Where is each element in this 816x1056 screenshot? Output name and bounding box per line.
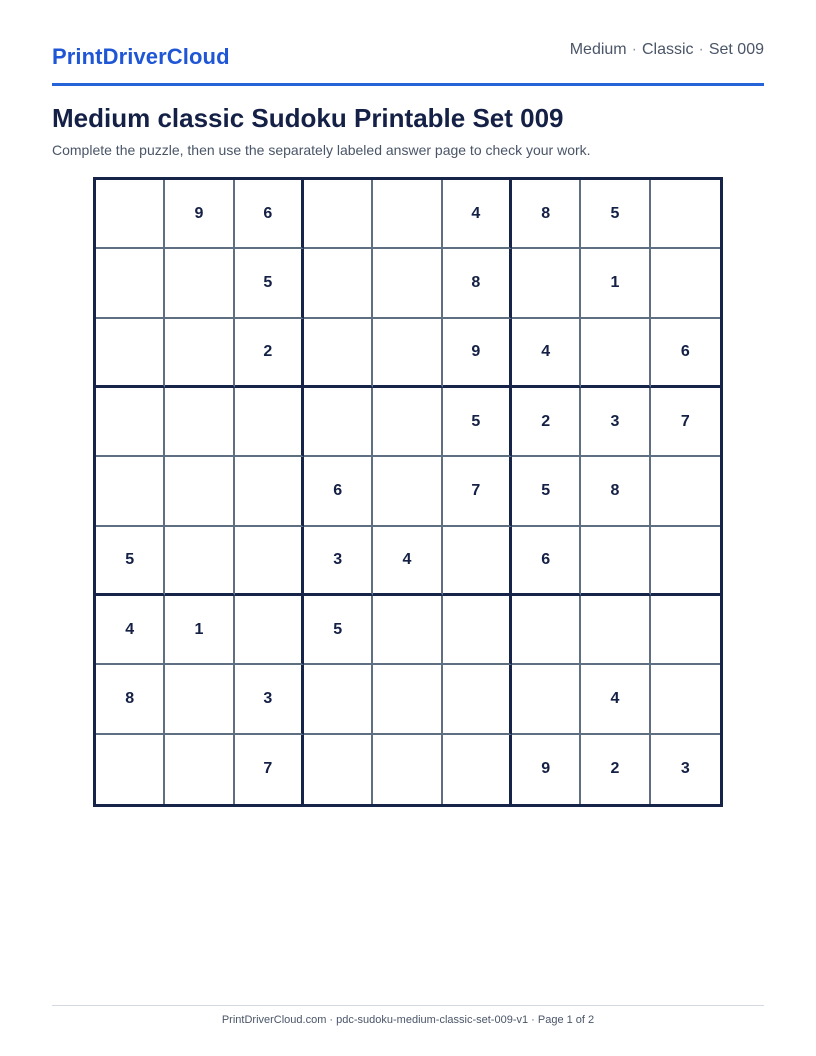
sudoku-cell — [373, 388, 442, 457]
sudoku-cell — [651, 249, 720, 318]
sudoku-cell — [304, 249, 373, 318]
sudoku-cell: 5 — [512, 457, 581, 526]
meta-separator: · — [631, 41, 637, 58]
sudoku-cell — [512, 596, 581, 665]
sudoku-cell — [235, 388, 304, 457]
sudoku-cell — [651, 665, 720, 734]
sudoku-cell: 8 — [581, 457, 650, 526]
sudoku-grid — [93, 177, 723, 807]
sudoku-cell — [581, 319, 650, 388]
sudoku-cell — [443, 665, 512, 734]
meta-style: Classic — [641, 41, 694, 58]
sudoku-cell — [373, 249, 442, 318]
sudoku-cell — [651, 457, 720, 526]
sudoku-cell — [165, 735, 234, 804]
sudoku-cell — [373, 319, 442, 388]
meta-difficulty: Medium — [569, 41, 627, 58]
sudoku-cell: 5 — [304, 596, 373, 665]
sudoku-cell: 3 — [680, 760, 690, 778]
sudoku-cell: 3 — [581, 388, 650, 457]
sudoku-cell — [96, 319, 165, 388]
sudoku-cell: 5 — [96, 527, 165, 596]
sudoku-cell: 2 — [512, 388, 581, 457]
sudoku-cell: 5 — [235, 249, 304, 318]
sudoku-cell: 1 — [581, 249, 650, 318]
sudoku-cell — [96, 249, 165, 318]
sudoku-cell — [373, 457, 442, 526]
sudoku-cell — [165, 665, 234, 734]
sudoku-cell: 4 — [443, 180, 512, 249]
sudoku-cell: 8 — [96, 665, 165, 734]
sudoku-cell — [512, 249, 581, 318]
sudoku-cell: 2 — [581, 735, 650, 804]
sudoku-cell — [235, 596, 304, 665]
sudoku-cell: 5 — [443, 388, 512, 457]
sudoku-cell — [235, 527, 304, 596]
sudoku-cell — [443, 735, 512, 804]
meta-separator: · — [698, 41, 704, 58]
sudoku-cell — [651, 527, 720, 596]
sudoku-cell: 7 — [235, 735, 304, 804]
sudoku-cell — [235, 457, 304, 526]
sudoku-cell: 9 — [165, 180, 234, 249]
sudoku-cell — [443, 527, 512, 596]
sudoku-cell: 4 — [512, 319, 581, 388]
sudoku-cell — [373, 665, 442, 734]
brand-logo-text: PrintDriverCloud — [52, 44, 230, 69]
sudoku-cell — [443, 596, 512, 665]
sudoku-cell: 2 — [235, 319, 304, 388]
sudoku-cell: 4 — [581, 665, 650, 734]
sudoku-cell — [165, 319, 234, 388]
page-subtitle: Complete the puzzle, then use the separately labeled answer page to check your work. — [52, 142, 591, 158]
sudoku-cell — [96, 735, 165, 804]
sudoku-cell — [512, 665, 581, 734]
page-title: Medium classic Sudoku Printable Set 009 — [52, 103, 564, 133]
sudoku-cell: 9 — [512, 735, 581, 804]
sudoku-cell: 6 — [235, 180, 304, 249]
sudoku-cell: 6 — [304, 457, 373, 526]
sudoku-cell: 8 — [443, 249, 512, 318]
sudoku-cell: 9 — [443, 319, 512, 388]
sudoku-cell — [96, 388, 165, 457]
sudoku-cell: 3 — [304, 527, 373, 596]
sudoku-cell — [304, 319, 373, 388]
sudoku-cell — [304, 180, 373, 249]
sudoku-cell — [96, 180, 165, 249]
sudoku-cell — [373, 180, 442, 249]
sudoku-cell: 4 — [96, 596, 165, 665]
page-header — [52, 38, 764, 86]
footer-divider — [52, 1005, 764, 1006]
sudoku-cell — [96, 457, 165, 526]
sudoku-cell — [165, 527, 234, 596]
page-footer: PrintDriverCloud.com · pdc-sudoku-medium-classic-set-009-v1 · Page 1 of 2 — [221, 1014, 595, 1026]
sudoku-cell — [304, 735, 373, 804]
sudoku-cell — [373, 735, 442, 804]
sudoku-cell: 7 — [443, 457, 512, 526]
sudoku-cell: 5 — [581, 180, 650, 249]
sudoku-cell: 3 — [235, 665, 304, 734]
sudoku-cell — [165, 457, 234, 526]
sudoku-cell — [651, 596, 720, 665]
sudoku-cell: 1 — [165, 596, 234, 665]
meta-set: Set 009 — [708, 41, 764, 58]
sudoku-cell — [304, 388, 373, 457]
sudoku-cell — [165, 249, 234, 318]
sudoku-cell — [165, 388, 234, 457]
sudoku-cell: 6 — [512, 527, 581, 596]
sudoku-cell — [373, 596, 442, 665]
sudoku-cell: 7 — [651, 388, 720, 457]
sudoku-cell: 6 — [651, 319, 720, 388]
sudoku-cell — [651, 180, 720, 249]
sudoku-cell — [581, 527, 650, 596]
sudoku-cell: 4 — [373, 527, 442, 596]
sudoku-cell — [581, 596, 650, 665]
puzzle-meta — [570, 41, 764, 59]
sudoku-cell: 8 — [512, 180, 581, 249]
sudoku-cell — [304, 665, 373, 734]
